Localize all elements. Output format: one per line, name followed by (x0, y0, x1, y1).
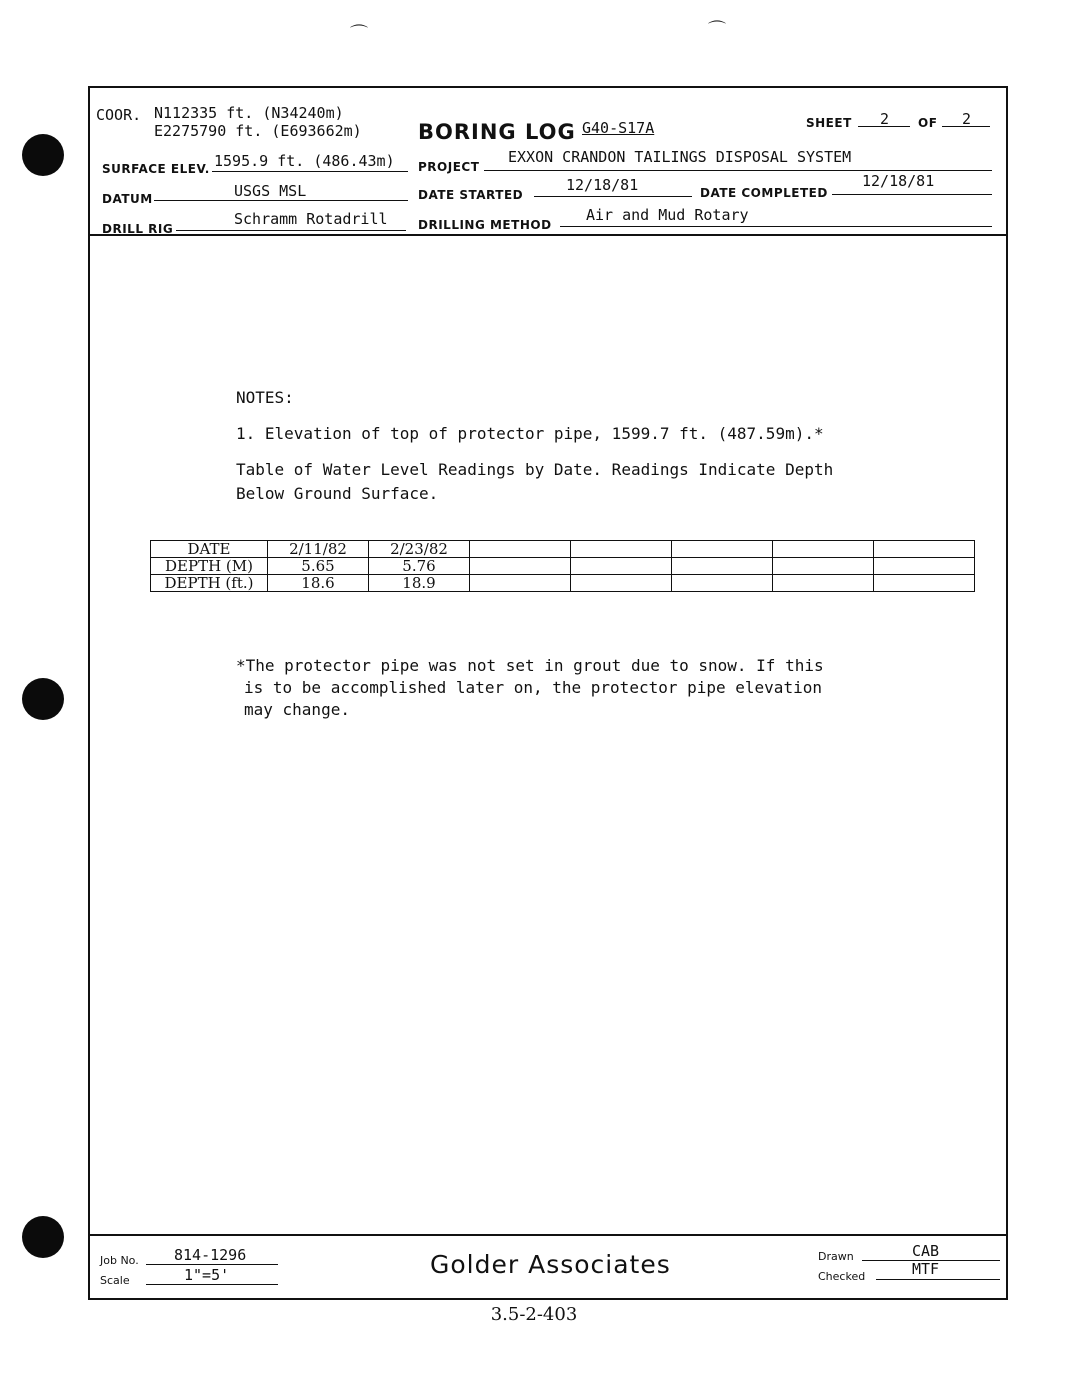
note-1: 1. Elevation of top of protector pipe, 1599.7 ft. (487.59m).* (236, 424, 824, 443)
row-header-date: DATE (151, 541, 268, 558)
checked-by: MTF (912, 1260, 940, 1278)
datum: USGS MSL (234, 182, 307, 200)
date-cell (773, 541, 874, 558)
footnote-line-3: may change. (244, 700, 350, 719)
date-started-label: DATE STARTED (418, 188, 524, 202)
depth-ft-cell (672, 575, 773, 592)
depth-ft-cell (470, 575, 571, 592)
job-label: Job No. (100, 1254, 139, 1267)
binder-hole-middle (22, 678, 64, 720)
drill-rig: Schramm Rotadrill (234, 210, 388, 228)
depth-m-cell (672, 558, 773, 575)
checked-label: Checked (818, 1270, 866, 1283)
water-level-table (150, 540, 975, 592)
depth-ft-cell (874, 575, 975, 592)
notes-heading: NOTES: (236, 388, 294, 407)
depth-m-cell (874, 558, 975, 575)
date-cell: 2/23/82 (369, 541, 470, 558)
footnote-line-2: is to be accomplished later on, the protector pipe elevation (244, 678, 822, 697)
job-number: 814-1296 (174, 1246, 247, 1264)
date-started: 12/18/81 (566, 176, 639, 194)
row-header-depth-ft: DEPTH (ft.) (151, 575, 268, 592)
date-cell (571, 541, 672, 558)
surface-elev-label: SURFACE ELEV. (102, 162, 210, 176)
table-row-depth-m (151, 558, 975, 575)
scale-label: Scale (100, 1274, 130, 1287)
page-number: 3.5-2-403 (490, 1304, 578, 1325)
table-intro-line-2: Below Ground Surface. (236, 484, 439, 503)
sheet-total: 2 (962, 110, 972, 128)
depth-m-cell (571, 558, 672, 575)
binder-hole-bottom (22, 1216, 64, 1258)
drilling-method: Air and Mud Rotary (586, 206, 749, 224)
depth-m-cell (470, 558, 571, 575)
scale: 1"=5' (184, 1266, 230, 1284)
depth-ft-cell: 18.9 (369, 575, 470, 592)
scan-mark: ⌒ (708, 20, 726, 41)
drilling-method-label: DRILLING METHOD (418, 218, 552, 232)
log-footer (90, 1234, 1006, 1298)
sheet-label: SHEET (806, 116, 852, 130)
drawn-label: Drawn (818, 1250, 854, 1263)
date-cell: 2/11/82 (268, 541, 369, 558)
log-header (90, 88, 1006, 236)
row-header-depth-m: DEPTH (M) (151, 558, 268, 575)
depth-m-cell: 5.76 (369, 558, 470, 575)
company-name: Golder Associates (430, 1250, 671, 1279)
table-row-depth-ft (151, 575, 975, 592)
surface-elev: 1595.9 ft. (486.43m) (214, 152, 395, 170)
drill-rig-label: DRILL RIG (102, 222, 174, 236)
date-completed-label: DATE COMPLETED (700, 186, 828, 200)
footnote-line-1: *The protector pipe was not set in grout due to snow. If this (236, 656, 824, 675)
project-name: EXXON CRANDON TAILINGS DISPOSAL SYSTEM (508, 148, 852, 166)
sheet-number: 2 (880, 110, 890, 128)
depth-ft-cell (773, 575, 874, 592)
drawn-by: CAB (912, 1242, 940, 1260)
date-cell (874, 541, 975, 558)
coor-east: E2275790 ft. (E693662m) (154, 122, 362, 140)
datum-label: DATUM (102, 192, 153, 206)
binder-hole-top (22, 134, 64, 176)
coor-north: N112335 ft. (N34240m) (154, 104, 344, 122)
table-row-date (151, 541, 975, 558)
coor-label: COOR. (96, 106, 142, 124)
of-label: OF (918, 116, 938, 130)
date-cell (672, 541, 773, 558)
log-title: BORING LOG (418, 120, 576, 144)
date-cell (470, 541, 571, 558)
date-completed: 12/18/81 (862, 172, 935, 190)
depth-m-cell: 5.65 (268, 558, 369, 575)
depth-m-cell (773, 558, 874, 575)
table-intro-line-1: Table of Water Level Readings by Date. Readings Indicate Depth (236, 460, 834, 479)
depth-ft-cell (571, 575, 672, 592)
scan-mark: ⌒ (350, 24, 368, 45)
project-label: PROJECT (418, 160, 480, 174)
depth-ft-cell: 18.6 (268, 575, 369, 592)
boring-id: G40-S17A (582, 119, 655, 137)
